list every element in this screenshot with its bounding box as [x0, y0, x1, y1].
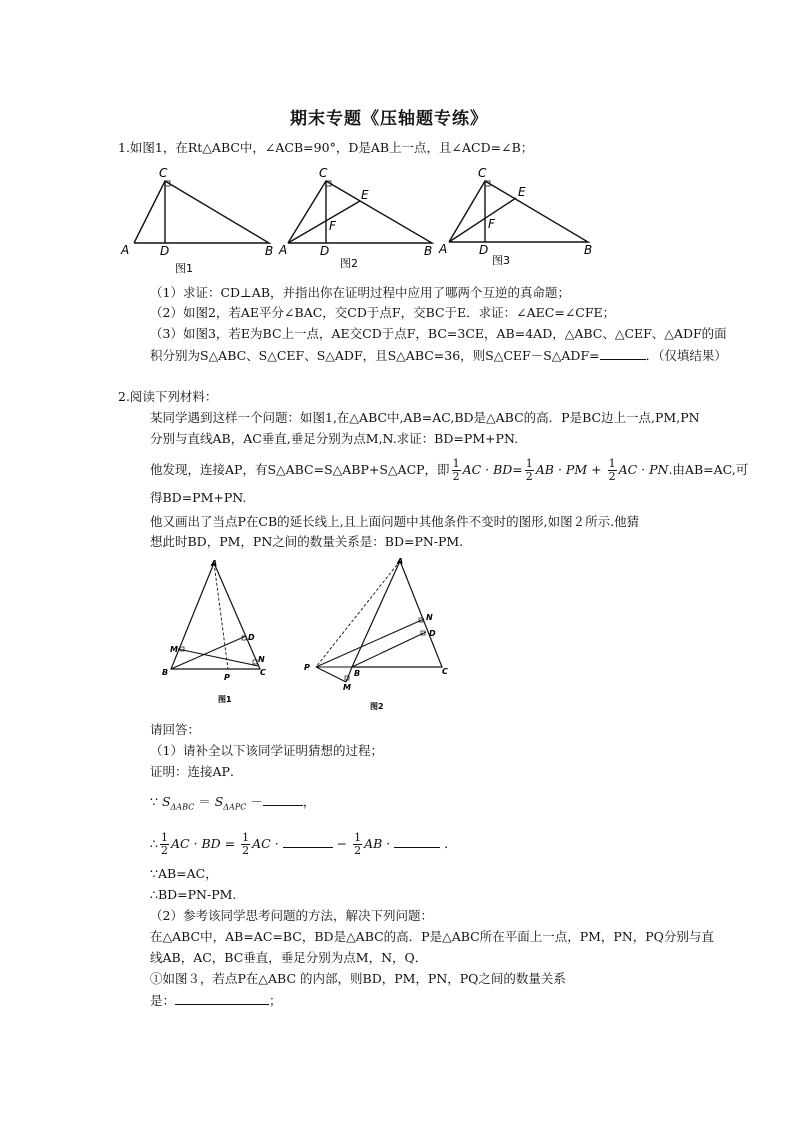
because-symbol: ∵ [150, 794, 158, 809]
segment-mn [178, 649, 258, 666]
q2-figure-1 [156, 556, 276, 706]
label-f: F [329, 219, 336, 233]
answer-blank[interactable] [283, 835, 333, 848]
segment-ap [316, 561, 400, 667]
triangle-abc [288, 181, 432, 243]
q2-material-3 [150, 454, 748, 486]
plus-sign: + [591, 462, 602, 477]
q2-sub-2: （2）参考该同学思考问题的方法，解决下列问题： [150, 908, 433, 923]
q1-figure-1 [114, 160, 284, 274]
caption: 图1 [175, 262, 193, 274]
therefore-symbol: ∴ [150, 836, 158, 851]
label-b: B [424, 244, 433, 258]
caption: 图1 [218, 695, 232, 704]
label-p: P [224, 673, 230, 682]
segment-bd [352, 632, 426, 667]
q1-part-3-line1: （3）如图3，若E为BC上一点，AE交CD于点F，BC=3CE，AB=4AD，△ABC、△CEF、△ADF的面 [150, 326, 727, 341]
fraction-half: $\frac{1}{2}$ [525, 457, 533, 483]
triangle-abc [171, 563, 260, 669]
equals-sign: = [512, 462, 523, 477]
label-d: D [429, 629, 436, 638]
q2-proof-intro: 证明：连接AP． [150, 764, 243, 779]
q2-condition-1: 在△ABC中，AB=AC=BC，BD是△ABC的高．P是△ABC所在平面上一点，PM，PN，PQ分别与直 [150, 929, 714, 944]
q2-material-1: 某同学遇到这样一个问题：如图1,在△ABC中,AB=AC,BD是△ABC的高．P是BC边上一点,PM,PN [150, 410, 700, 425]
fraction-half: $\frac{1}{2}$ [354, 831, 362, 857]
label-n: N [258, 655, 265, 664]
label-c: C [478, 166, 487, 180]
q2-material-5: 他又画出了当点P在CB的延长线上,且上面问题中其他条件不变时的图形,如图２所示.他猜 [150, 514, 640, 529]
q1-stem: 1.如图1，在Rt△ABC中，∠ACB=90°，D是AB上一点，且∠ACD=∠B； [118, 140, 534, 155]
q2-material-3-suffix: .由AB=AC,可 [668, 462, 749, 477]
label-e: E [518, 185, 526, 199]
label-c: C [442, 667, 448, 676]
q2-ask: 请回答： [150, 722, 201, 737]
label-m: M [170, 645, 178, 654]
q2-sub-1: （1）请补全以下该同学证明猜想的过程； [150, 743, 383, 758]
q1-part-2: （2）如图2，若AE平分∠BAC，交CD于点F，交BC于E．求证：∠AEC=∠CFE； [150, 305, 616, 320]
expr-ac-pn: AC · PN [618, 462, 669, 477]
label-n: N [426, 613, 433, 622]
q1-part-1: （1）求证：CD⊥AB，并指出你在证明过程中应用了哪两个互逆的真命题； [150, 285, 571, 300]
fraction-half: $\frac{1}{2}$ [608, 457, 616, 483]
label-d: D [320, 244, 330, 258]
label-c: C [159, 166, 168, 180]
label-c: C [260, 668, 266, 677]
answer-blank[interactable] [263, 793, 303, 806]
answer-blank[interactable] [600, 347, 646, 360]
q2-condition-3: ①如图３，若点P在△ABC 的内部，则BD，PM，PN，PQ之间的数量关系 [150, 971, 566, 986]
q2-stem: 2.阅读下列材料： [118, 389, 218, 404]
q1-part-3-line2 [150, 347, 727, 364]
label-a: A [397, 557, 404, 566]
label-a: A [439, 242, 448, 256]
q1-part-3-suffix: ．（仅填结果） [645, 348, 727, 363]
expr-ac-bd: AC · BD [462, 462, 513, 477]
label-d: D [160, 244, 170, 258]
answer-blank[interactable] [394, 835, 440, 848]
label-a: A [211, 559, 218, 568]
label-d: D [248, 633, 255, 642]
triangle-abc [134, 181, 269, 243]
label-b: B [584, 243, 593, 257]
q2-material-4: 得BD=PM+PN. [150, 490, 247, 505]
proof-equation-2: ∴ $\frac{1}{2}$ AC · BD = $\frac{1}{2}$ AC · − $\frac{1}{2}$ AB · ． [150, 831, 457, 857]
fraction-half: $\frac{1}{2}$ [160, 831, 168, 857]
expr-ab-pm: AB · PM [535, 462, 588, 477]
proof-equation-1: ∵ $S_{\Delta ABC} = S_{\Delta APC}$ － ， [150, 794, 316, 812]
page-title: 期末专题《压轴题专练》 [290, 109, 488, 129]
segment-ae [449, 198, 516, 242]
q2-material-3-text: 他发现，连接AP，有S△ABC=S△ABP+S△ACP，即 [150, 462, 450, 477]
q2-figure-2 [300, 556, 460, 716]
label-e: E [361, 188, 369, 202]
caption: 图2 [370, 702, 384, 711]
fraction-half: $\frac{1}{2}$ [452, 457, 460, 483]
q1-part-3-text: 积分别为S△ABC、S△CEF、S△ADF，且S△ABC=36，则S△CEF－S△ADF= [150, 348, 600, 363]
label-b: B [265, 244, 274, 258]
segment-pm [316, 667, 346, 682]
fraction-half: $\frac{1}{2}$ [242, 831, 250, 857]
proof-line-ab: ∵AB=AC， [150, 866, 218, 881]
caption: 图2 [340, 257, 358, 270]
label-c: C [319, 166, 328, 180]
label-f: F [488, 217, 495, 231]
label-a: A [121, 243, 130, 257]
q2-condition-2: 线AB，AC，BC垂直，垂足分别为点M，N，Q． [150, 950, 428, 965]
q2-material-2: 分别与直线AB，AC垂直,垂足分别为点M,N.求证：BD=PM+PN. [150, 431, 519, 446]
segment-ae [288, 201, 360, 243]
label-p: P [304, 663, 310, 672]
q2-material-6: 想此时BD，PM，PN之间的数量关系是：BD=PN-PM. [150, 534, 464, 549]
answer-blank[interactable] [175, 992, 269, 1005]
q1-figure-3 [438, 160, 598, 274]
label-a: A [279, 243, 288, 257]
label-b: B [162, 668, 169, 677]
proof-line-bd: ∴BD=PN-PM. [150, 887, 237, 902]
label-b: B [354, 669, 361, 678]
label-m: M [343, 683, 351, 692]
q2-condition-4: 是： ； [150, 993, 282, 1008]
caption: 图3 [492, 254, 510, 267]
q1-figure-2 [278, 160, 438, 274]
label-d: D [479, 243, 489, 257]
